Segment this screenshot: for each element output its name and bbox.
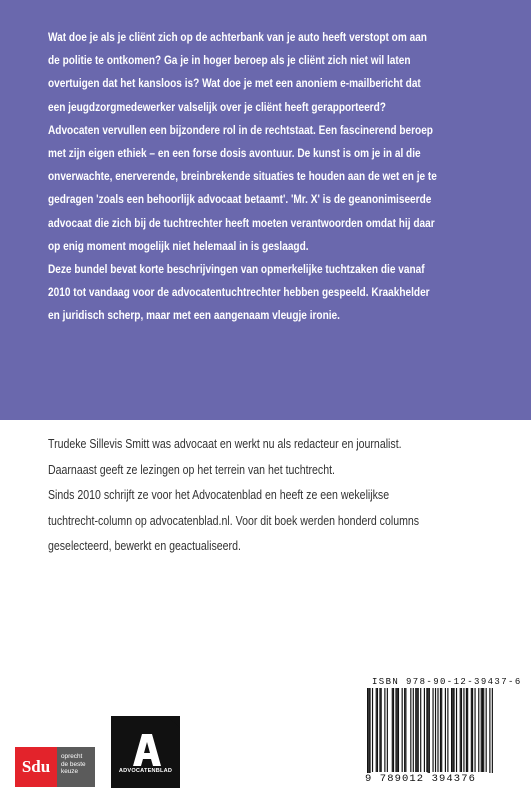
barcode-bar [445,688,446,772]
barcode-bar [418,688,419,772]
isbn-label: ISBN 978-90-12-39437-6 [372,677,522,687]
barcode-bar [426,688,427,772]
sdu-logo-tagline [57,747,95,787]
barcode-bar [395,688,396,772]
sdu-tagline-line: keuze [61,768,79,776]
barcode-bar [420,688,421,772]
barcode-bar [481,688,482,772]
barcode-bar [393,688,394,772]
barcode-bar [369,688,370,782]
barcode-bar [456,688,457,772]
barcode-bar [379,688,380,772]
barcode-bar [447,688,448,772]
sdu-logo-name: Sdu [15,747,57,787]
author-line: tuchtrecht-column op advocatenblad.nl. Voor dit boek werden honderd columns [48,513,420,528]
advocatenblad-a-mark [111,716,180,788]
barcode-bar [441,688,442,772]
blurb-line: onverwachte, enerverende, breinbrekende situaties te houden aan de wet en je te [48,169,437,184]
barcode-bar [483,688,484,772]
barcode-bar [377,688,378,772]
barcode-bar [435,688,436,772]
barcode-bar [405,688,406,772]
blurb-line: overtuigen dat het kansloos is? Wat doe je met een anoniem e-mailbericht dat [48,76,421,91]
barcode-bar [478,688,479,772]
blurb-line: 2010 tot vandaag voor de advocatentuchtrechter hebben gespeeld. Kraakhelder [48,285,430,300]
author-bio [48,432,419,560]
blurb-text [48,26,488,328]
barcode-bar [367,688,368,782]
advocatenblad-wordmark: ADVOCATENBLAD [118,768,173,774]
barcode-bar [397,688,398,772]
author-line: Sinds 2010 schrijft ze voor het Advocatenblad en heeft ze een wekelijkse [48,488,390,503]
advocatenblad-logo [111,716,180,788]
barcode-bar [463,688,464,772]
blurb-line: gedragen 'zoals een behoorlijk advocaat betaamt'. 'Mr. X' is de geanonimiseerde [48,192,432,207]
barcode-bar [410,688,411,772]
barcode-bar [466,688,467,772]
barcode-bar [404,688,405,772]
barcode-bar [492,688,493,782]
barcode-bar [472,688,473,772]
barcode-bar [486,688,487,772]
barcode-bar [474,688,475,772]
author-line: geselecteerd, bewerkt en geactualiseerd. [48,539,241,554]
barcode-bar [452,688,453,772]
blurb-line: advocaat die zich bij de tuchtrechter heeft moeten verantwoorden omdat hij daar [48,215,435,230]
barcode-bar [376,688,377,772]
barcode-bar [387,688,388,772]
barcode-bar [451,688,452,772]
barcode-bar [440,688,441,772]
blurb-line: en juridisch scherp, maar met een aangenaam vleugje ironie. [48,308,340,323]
barcode-bar [461,688,462,772]
barcode-bar [384,688,385,772]
blurb-line: Advocaten vervullen een bijzondere rol in de rechtstaat. Een fascinerend beroep [48,122,433,137]
blurb-line: Deze bundel bevat korte beschrijvingen van opmerkelijke tuchtzaken die vanaf [48,262,425,277]
barcode-bar [413,688,414,772]
barcode-bar [437,688,438,772]
barcode-bar [482,688,483,772]
barcode-bar [460,688,461,772]
barcode-bars [367,688,493,784]
blurb-line: de politie te ontkomen? Ga je in hoger beroep als je cliënt zich niet wil laten [48,53,411,68]
barcode-bar [467,688,468,772]
barcode-bar [432,688,433,772]
barcode-bar [368,688,369,782]
barcode-bar [416,688,417,772]
sdu-tagline-line: oprecht [61,753,83,760]
barcode-bar [415,688,416,772]
sdu-tagline-line: de beste [61,760,86,768]
barcode-bar [428,688,429,782]
barcode-bar [392,688,393,772]
sdu-logo [15,747,95,787]
barcode-bar [489,688,490,782]
barcode-bar [398,688,399,772]
barcode-bar [453,688,454,772]
barcode-digits: 9 789012 394376 [365,773,495,785]
barcode-bar [471,688,472,772]
author-line: Trudeke Sillevis Smitt was advocaat en werkt nu als redacteur en journalist. [48,437,402,451]
barcode-bar [381,688,382,772]
barcode-bar [402,688,403,772]
barcode-bar [429,688,430,782]
blurb-line: Wat doe je als je cliënt zich op de achterbank van je auto heeft verstopt om aan [48,30,427,44]
author-line: Daarnaast geeft ze lezingen op het terrein van het tuchtrecht. [48,462,335,477]
blurb-line: met zijn eigen ethiek – en een forse dosis avontuur. De kunst is om je in al die [48,146,421,161]
blurb-line: een jeugdzorgmedewerker valselijk over je cliënt heeft gerapporteerd? [48,99,386,114]
barcode-bar [372,688,373,772]
barcode-bar [424,688,425,772]
blurb-line: op enig moment mogelijk niet helemaal in is geslaagd. [48,238,309,253]
isbn-barcode [367,688,493,784]
